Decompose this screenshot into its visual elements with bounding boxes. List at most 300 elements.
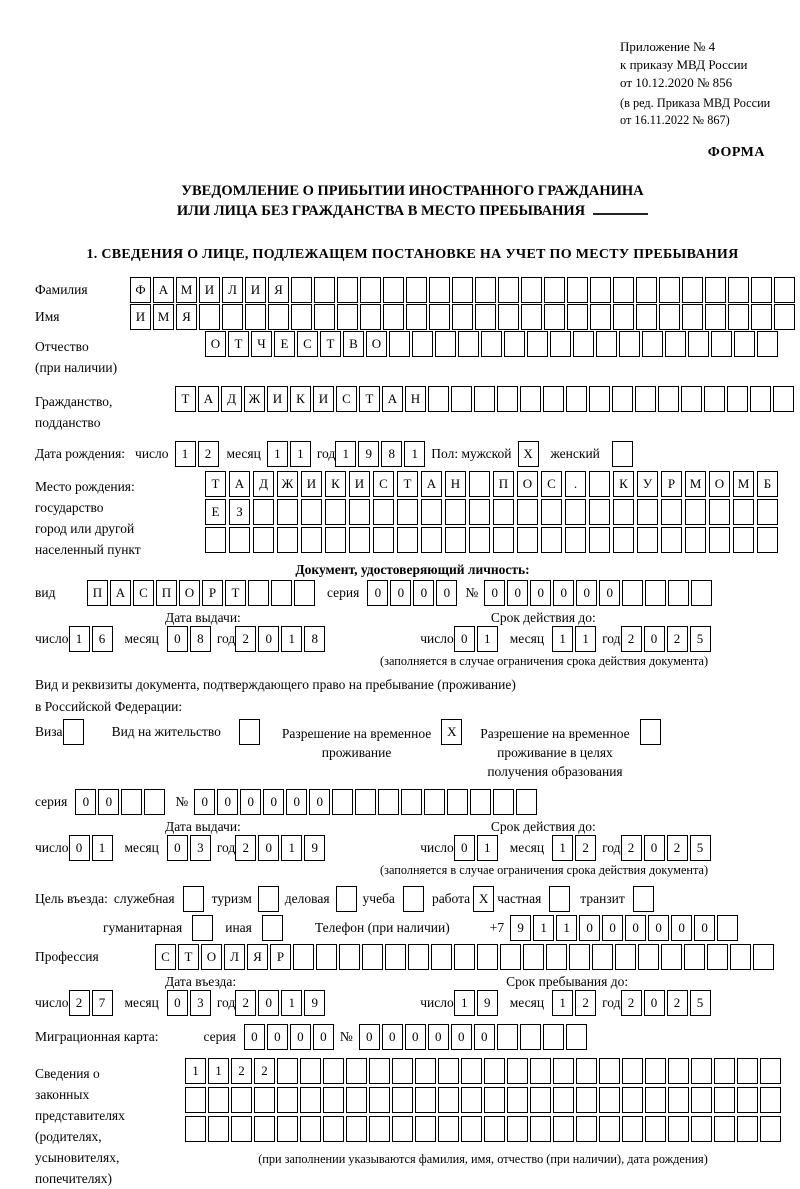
form-cell[interactable]: 0 (98, 789, 119, 815)
purpose-private-checkbox[interactable] (549, 886, 570, 912)
form-cell[interactable] (760, 1058, 781, 1084)
form-cell[interactable] (728, 304, 749, 330)
form-cell[interactable]: А (153, 277, 174, 303)
form-cell[interactable]: 0 (258, 626, 279, 652)
form-cell[interactable] (383, 304, 404, 330)
form-cell[interactable] (504, 331, 525, 357)
form-cell[interactable]: 1 (281, 835, 302, 861)
form-cell[interactable] (567, 277, 588, 303)
form-cell[interactable]: Ж (277, 471, 298, 497)
form-cell[interactable]: Т (397, 471, 418, 497)
form-cell[interactable]: М (685, 471, 706, 497)
form-cell[interactable] (682, 277, 703, 303)
form-cell[interactable] (385, 944, 406, 970)
form-cell[interactable] (277, 1116, 298, 1142)
form-cell[interactable] (481, 331, 502, 357)
form-cell[interactable]: С (336, 386, 357, 412)
form-cell[interactable] (484, 1087, 505, 1113)
form-cell[interactable] (681, 386, 702, 412)
patronymic-input[interactable] (205, 331, 778, 357)
form-cell[interactable] (185, 1087, 206, 1113)
form-cell[interactable] (517, 499, 538, 525)
form-cell[interactable] (392, 1116, 413, 1142)
form-cell[interactable]: С (155, 944, 176, 970)
form-cell[interactable] (592, 944, 613, 970)
form-cell[interactable] (613, 304, 634, 330)
form-cell[interactable]: X (473, 886, 494, 912)
form-cell[interactable] (523, 944, 544, 970)
form-cell[interactable]: 0 (382, 1024, 403, 1050)
form-cell[interactable] (360, 277, 381, 303)
form-cell[interactable]: Я (247, 944, 268, 970)
form-cell[interactable]: 2 (69, 990, 90, 1016)
form-cell[interactable] (622, 580, 643, 606)
form-cell[interactable] (576, 1087, 597, 1113)
form-cell[interactable] (498, 304, 519, 330)
form-cell[interactable] (300, 1087, 321, 1113)
form-cell[interactable]: 0 (313, 1024, 334, 1050)
form-cell[interactable] (461, 1087, 482, 1113)
form-cell[interactable] (349, 499, 370, 525)
form-cell[interactable] (493, 527, 514, 553)
form-cell[interactable] (589, 471, 610, 497)
form-cell[interactable] (613, 499, 634, 525)
form-cell[interactable]: 2 (621, 626, 642, 652)
form-cell[interactable] (362, 944, 383, 970)
form-cell[interactable] (378, 789, 399, 815)
form-cell[interactable]: 0 (484, 580, 505, 606)
permit-number-input[interactable] (194, 789, 537, 815)
form-cell[interactable] (691, 1116, 712, 1142)
form-cell[interactable] (497, 386, 518, 412)
form-cell[interactable]: 1 (477, 626, 498, 652)
form-cell[interactable] (277, 527, 298, 553)
form-cell[interactable]: 2 (231, 1058, 252, 1084)
form-cell[interactable] (661, 499, 682, 525)
form-cell[interactable]: . (565, 471, 586, 497)
form-cell[interactable] (429, 304, 450, 330)
form-cell[interactable] (507, 1087, 528, 1113)
form-cell[interactable]: 5 (690, 990, 711, 1016)
form-cell[interactable] (323, 1087, 344, 1113)
form-cell[interactable]: О (205, 331, 226, 357)
form-cell[interactable] (454, 944, 475, 970)
form-cell[interactable]: И (245, 277, 266, 303)
form-cell[interactable] (325, 527, 346, 553)
form-cell[interactable] (541, 499, 562, 525)
form-cell[interactable]: А (421, 471, 442, 497)
form-cell[interactable]: 8 (304, 626, 325, 652)
form-cell[interactable] (590, 277, 611, 303)
profession-input[interactable] (155, 944, 774, 970)
form-cell[interactable] (63, 719, 84, 745)
form-cell[interactable] (658, 386, 679, 412)
doc-issue-month-input[interactable] (167, 626, 211, 652)
form-cell[interactable] (737, 1058, 758, 1084)
form-cell[interactable] (406, 304, 427, 330)
form-cell[interactable] (293, 944, 314, 970)
form-cell[interactable] (185, 1116, 206, 1142)
form-cell[interactable] (757, 331, 778, 357)
form-cell[interactable]: 2 (575, 990, 596, 1016)
form-cell[interactable] (415, 1087, 436, 1113)
form-cell[interactable]: 0 (167, 990, 188, 1016)
form-cell[interactable] (541, 527, 562, 553)
form-cell[interactable] (565, 527, 586, 553)
form-cell[interactable] (622, 1058, 643, 1084)
form-cell[interactable]: Е (274, 331, 295, 357)
form-cell[interactable]: Н (445, 471, 466, 497)
form-cell[interactable] (709, 499, 730, 525)
form-cell[interactable]: 0 (451, 1024, 472, 1050)
form-cell[interactable]: О (179, 580, 200, 606)
form-cell[interactable] (613, 527, 634, 553)
form-cell[interactable]: О (201, 944, 222, 970)
form-cell[interactable]: 5 (690, 835, 711, 861)
form-cell[interactable] (199, 304, 220, 330)
form-cell[interactable]: 0 (454, 835, 475, 861)
form-cell[interactable] (645, 1087, 666, 1113)
form-cell[interactable] (277, 499, 298, 525)
form-cell[interactable] (355, 789, 376, 815)
form-cell[interactable] (530, 1058, 551, 1084)
form-cell[interactable] (406, 277, 427, 303)
form-cell[interactable] (205, 527, 226, 553)
form-cell[interactable]: Л (224, 944, 245, 970)
form-cell[interactable] (438, 1116, 459, 1142)
form-cell[interactable] (452, 304, 473, 330)
purpose-study-checkbox[interactable] (403, 886, 424, 912)
form-cell[interactable]: 1 (552, 990, 573, 1016)
form-cell[interactable] (208, 1116, 229, 1142)
form-cell[interactable] (451, 386, 472, 412)
permit-series-input[interactable] (75, 789, 165, 815)
form-cell[interactable] (229, 527, 250, 553)
form-cell[interactable] (707, 944, 728, 970)
form-cell[interactable]: О (517, 471, 538, 497)
edu-permit-checkbox[interactable] (640, 719, 661, 745)
form-cell[interactable]: 0 (576, 580, 597, 606)
form-cell[interactable] (544, 304, 565, 330)
form-cell[interactable] (475, 304, 496, 330)
form-cell[interactable]: 9 (304, 835, 325, 861)
form-cell[interactable] (704, 386, 725, 412)
permit-issue-year-input[interactable] (235, 835, 325, 861)
form-cell[interactable]: К (613, 471, 634, 497)
doc-exp-year-input[interactable] (621, 626, 711, 652)
form-cell[interactable]: 1 (552, 835, 573, 861)
form-cell[interactable] (301, 527, 322, 553)
form-cell[interactable] (469, 499, 490, 525)
form-cell[interactable] (323, 1116, 344, 1142)
form-cell[interactable]: 0 (263, 789, 284, 815)
form-cell[interactable]: 0 (413, 580, 434, 606)
form-cell[interactable] (415, 1058, 436, 1084)
form-cell[interactable]: М (153, 304, 174, 330)
form-cell[interactable] (258, 886, 279, 912)
form-cell[interactable]: 0 (258, 990, 279, 1016)
form-cell[interactable]: 9 (477, 990, 498, 1016)
form-cell[interactable] (751, 277, 772, 303)
doc-exp-month-input[interactable] (552, 626, 596, 652)
form-cell[interactable]: 1 (208, 1058, 229, 1084)
form-cell[interactable] (520, 386, 541, 412)
form-cell[interactable]: 0 (474, 1024, 495, 1050)
temp-permit-checkbox[interactable] (441, 719, 462, 745)
form-cell[interactable] (346, 1058, 367, 1084)
birth-month-input[interactable] (267, 441, 311, 467)
form-cell[interactable] (734, 331, 755, 357)
form-cell[interactable]: X (441, 719, 462, 745)
form-cell[interactable]: С (373, 471, 394, 497)
form-cell[interactable] (337, 277, 358, 303)
form-cell[interactable] (691, 1087, 712, 1113)
form-cell[interactable]: 1 (281, 990, 302, 1016)
form-cell[interactable] (369, 1058, 390, 1084)
form-cell[interactable] (599, 1116, 620, 1142)
sex-male-checkbox[interactable] (518, 441, 539, 467)
form-cell[interactable]: А (110, 580, 131, 606)
form-cell[interactable]: 1 (92, 835, 113, 861)
form-cell[interactable] (484, 1116, 505, 1142)
form-cell[interactable]: И (301, 471, 322, 497)
form-cell[interactable]: 1 (454, 990, 475, 1016)
purpose-official-checkbox[interactable] (183, 886, 204, 912)
form-cell[interactable] (401, 789, 422, 815)
birthplace-input-2[interactable] (205, 499, 778, 525)
phone-input[interactable] (510, 915, 738, 941)
form-cell[interactable] (774, 304, 795, 330)
form-cell[interactable] (567, 304, 588, 330)
form-cell[interactable] (500, 944, 521, 970)
form-cell[interactable]: П (493, 471, 514, 497)
form-cell[interactable]: 0 (75, 789, 96, 815)
form-cell[interactable]: М (176, 277, 197, 303)
permit-exp-year-input[interactable] (621, 835, 711, 861)
form-cell[interactable] (685, 499, 706, 525)
entry-day-input[interactable] (69, 990, 113, 1016)
form-cell[interactable] (705, 304, 726, 330)
form-cell[interactable]: 1 (575, 626, 596, 652)
form-cell[interactable]: 0 (530, 580, 551, 606)
form-cell[interactable] (714, 1058, 735, 1084)
form-cell[interactable]: И (267, 386, 288, 412)
form-cell[interactable]: 2 (254, 1058, 275, 1084)
form-cell[interactable] (637, 527, 658, 553)
form-cell[interactable] (668, 580, 689, 606)
form-cell[interactable] (589, 527, 610, 553)
form-cell[interactable] (461, 1116, 482, 1142)
form-cell[interactable] (544, 277, 565, 303)
form-cell[interactable]: А (198, 386, 219, 412)
form-cell[interactable] (668, 1116, 689, 1142)
form-cell[interactable]: 0 (602, 915, 623, 941)
form-cell[interactable] (421, 527, 442, 553)
form-cell[interactable] (566, 386, 587, 412)
sex-female-checkbox[interactable] (612, 441, 633, 467)
form-cell[interactable]: 7 (92, 990, 113, 1016)
form-cell[interactable]: 3 (190, 835, 211, 861)
form-cell[interactable] (553, 1116, 574, 1142)
form-cell[interactable]: 0 (671, 915, 692, 941)
form-cell[interactable] (638, 944, 659, 970)
form-cell[interactable]: 2 (621, 835, 642, 861)
form-cell[interactable]: Д (221, 386, 242, 412)
visa-checkbox[interactable] (63, 719, 84, 745)
form-cell[interactable] (294, 580, 315, 606)
form-cell[interactable] (470, 789, 491, 815)
form-cell[interactable] (730, 944, 751, 970)
name-input[interactable] (130, 304, 795, 330)
form-cell[interactable] (277, 1058, 298, 1084)
form-cell[interactable] (231, 1116, 252, 1142)
form-cell[interactable] (445, 499, 466, 525)
form-cell[interactable]: И (130, 304, 151, 330)
form-cell[interactable] (774, 277, 795, 303)
form-cell[interactable] (599, 1058, 620, 1084)
form-cell[interactable] (421, 499, 442, 525)
form-cell[interactable] (192, 915, 213, 941)
form-cell[interactable] (645, 1058, 666, 1084)
form-cell[interactable] (640, 719, 661, 745)
form-cell[interactable] (636, 277, 657, 303)
form-cell[interactable] (428, 386, 449, 412)
entry-month-input[interactable] (167, 990, 211, 1016)
form-cell[interactable] (397, 527, 418, 553)
form-cell[interactable]: 1 (290, 441, 311, 467)
surname-input[interactable] (130, 277, 795, 303)
form-cell[interactable] (685, 527, 706, 553)
form-cell[interactable] (332, 789, 353, 815)
form-cell[interactable] (530, 1116, 551, 1142)
form-cell[interactable] (435, 331, 456, 357)
form-cell[interactable] (757, 527, 778, 553)
form-cell[interactable]: 9 (510, 915, 531, 941)
form-cell[interactable] (737, 1116, 758, 1142)
form-cell[interactable] (521, 277, 542, 303)
form-cell[interactable]: 2 (667, 835, 688, 861)
form-cell[interactable] (339, 944, 360, 970)
form-cell[interactable] (346, 1116, 367, 1142)
form-cell[interactable] (474, 386, 495, 412)
form-cell[interactable]: 2 (667, 626, 688, 652)
form-cell[interactable]: 0 (240, 789, 261, 815)
form-cell[interactable]: 1 (533, 915, 554, 941)
form-cell[interactable] (517, 527, 538, 553)
form-cell[interactable] (527, 331, 548, 357)
form-cell[interactable]: Ч (251, 331, 272, 357)
form-cell[interactable] (516, 789, 537, 815)
form-cell[interactable] (314, 277, 335, 303)
form-cell[interactable] (733, 527, 754, 553)
form-cell[interactable] (589, 499, 610, 525)
citizenship-input[interactable] (175, 386, 794, 412)
stay-month-input[interactable] (552, 990, 596, 1016)
form-cell[interactable]: 0 (390, 580, 411, 606)
form-cell[interactable]: 3 (190, 990, 211, 1016)
form-cell[interactable]: 2 (235, 835, 256, 861)
form-cell[interactable]: С (297, 331, 318, 357)
form-cell[interactable]: 0 (286, 789, 307, 815)
form-cell[interactable] (222, 304, 243, 330)
form-cell[interactable]: Р (661, 471, 682, 497)
form-cell[interactable] (596, 331, 617, 357)
guardians-input-3[interactable] (185, 1116, 781, 1142)
form-cell[interactable] (144, 789, 165, 815)
form-cell[interactable]: И (199, 277, 220, 303)
doc-issue-day-input[interactable] (69, 626, 113, 652)
form-cell[interactable]: 0 (267, 1024, 288, 1050)
form-cell[interactable]: 0 (290, 1024, 311, 1050)
form-cell[interactable] (497, 1024, 518, 1050)
form-cell[interactable]: Д (253, 471, 274, 497)
form-cell[interactable] (498, 277, 519, 303)
form-cell[interactable] (438, 1058, 459, 1084)
form-cell[interactable] (569, 944, 590, 970)
form-cell[interactable] (684, 944, 705, 970)
form-cell[interactable] (733, 499, 754, 525)
form-cell[interactable] (668, 1058, 689, 1084)
form-cell[interactable] (397, 499, 418, 525)
permit-issue-day-input[interactable] (69, 835, 113, 861)
permit-issue-month-input[interactable] (167, 835, 211, 861)
birthplace-input-3[interactable] (205, 527, 778, 553)
doc-issue-year-input[interactable] (235, 626, 325, 652)
form-cell[interactable] (737, 1087, 758, 1113)
form-cell[interactable] (121, 789, 142, 815)
form-cell[interactable] (635, 386, 656, 412)
form-cell[interactable] (245, 304, 266, 330)
form-cell[interactable] (447, 789, 468, 815)
form-cell[interactable] (705, 277, 726, 303)
purpose-other-checkbox[interactable] (262, 915, 283, 941)
form-cell[interactable]: Н (405, 386, 426, 412)
form-cell[interactable]: Л (222, 277, 243, 303)
form-cell[interactable] (566, 1024, 587, 1050)
permit-exp-day-input[interactable] (454, 835, 498, 861)
purpose-humanitarian-checkbox[interactable] (192, 915, 213, 941)
form-cell[interactable] (424, 789, 445, 815)
form-cell[interactable]: 1 (185, 1058, 206, 1084)
form-cell[interactable] (484, 1058, 505, 1084)
form-cell[interactable]: 0 (436, 580, 457, 606)
form-cell[interactable] (373, 499, 394, 525)
form-cell[interactable] (262, 915, 283, 941)
form-cell[interactable] (760, 1087, 781, 1113)
form-cell[interactable] (268, 304, 289, 330)
residence-permit-checkbox[interactable] (239, 719, 260, 745)
form-cell[interactable] (208, 1087, 229, 1113)
form-cell[interactable] (590, 304, 611, 330)
form-cell[interactable]: 0 (694, 915, 715, 941)
form-cell[interactable] (543, 386, 564, 412)
form-cell[interactable] (408, 944, 429, 970)
form-cell[interactable]: 2 (667, 990, 688, 1016)
form-cell[interactable] (757, 499, 778, 525)
form-cell[interactable]: 0 (167, 835, 188, 861)
form-cell[interactable]: 0 (625, 915, 646, 941)
form-cell[interactable] (369, 1116, 390, 1142)
form-cell[interactable] (239, 719, 260, 745)
form-cell[interactable]: 2 (235, 626, 256, 652)
doc-kind-input[interactable] (87, 580, 315, 606)
form-cell[interactable]: 0 (367, 580, 388, 606)
form-cell[interactable]: 0 (644, 990, 665, 1016)
form-cell[interactable]: 2 (575, 835, 596, 861)
form-cell[interactable] (461, 1058, 482, 1084)
form-cell[interactable]: 6 (92, 626, 113, 652)
form-cell[interactable]: 0 (194, 789, 215, 815)
